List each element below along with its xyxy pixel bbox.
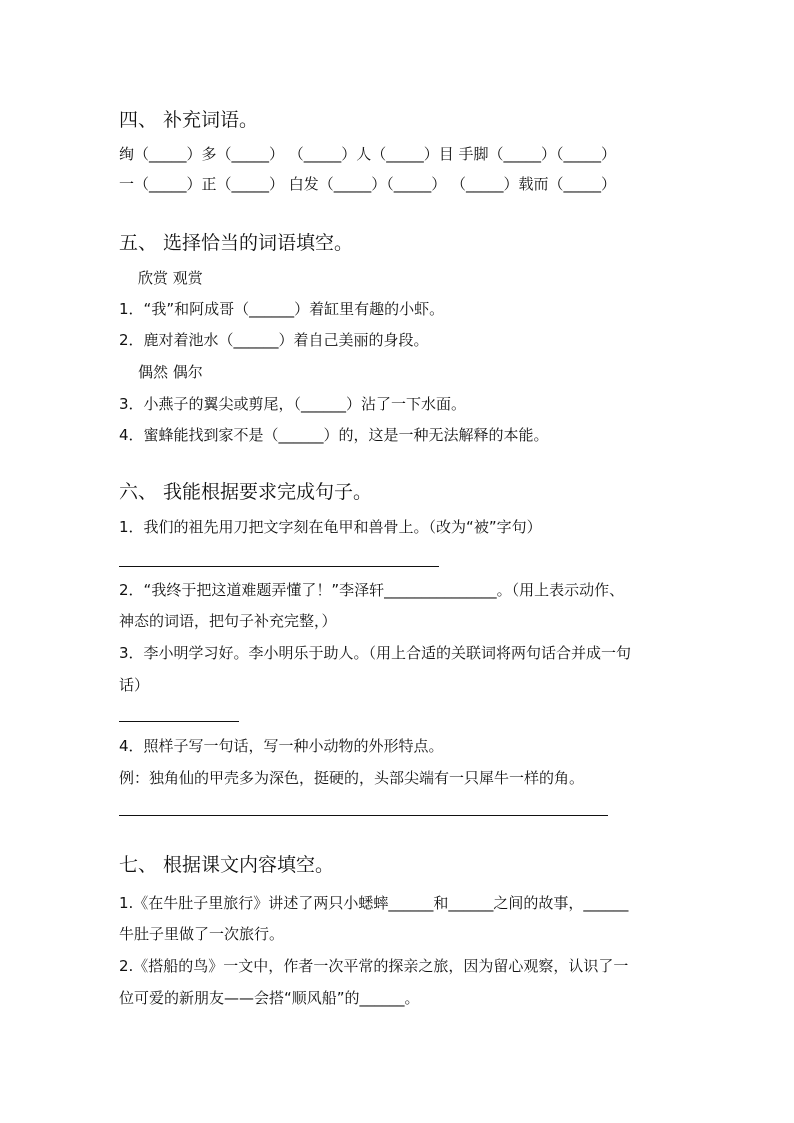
s6-example: 例：独角仙的甲壳多为深色，挺硬的，头部尖端有一只犀牛一样的角。 <box>119 769 585 787</box>
answer-line-4 <box>119 815 608 816</box>
s5-question-1: 1．“我”和阿成哥（______）着缸里有趣的小虾。 <box>119 300 445 318</box>
s7-question-1-line-1: 1.《在牛肚子里旅行》讲述了两只小蟋蟀______和______之间的故事，______ <box>119 894 629 912</box>
s5-word-options-2: 偶然 偶尔 <box>138 363 203 381</box>
s6-question-4: 4．照样子写一句话，写一种小动物的外形特点。 <box>119 737 444 755</box>
s5-question-3: 3．小燕子的翼尖或剪尾，（______）沾了一下水面。 <box>119 395 467 413</box>
s5-question-2: 2．鹿对着池水（______）着自己美丽的身段。 <box>119 331 429 349</box>
s4-row-1: 绚（_____）多（_____） （_____）人（_____）目 手脚（_____）（_____） <box>119 145 617 163</box>
section-5-title: 五、 选择恰当的词语填空。 <box>119 232 354 254</box>
s4-row-2: 一（_____）正（_____） 白发（_____）（_____） （_____）载而（_____） <box>119 175 617 193</box>
s7-question-1-line-2: 牛肚子里做了一次旅行。 <box>119 925 285 943</box>
section-7-title: 七、 根据课文内容填空。 <box>119 854 335 876</box>
s6-question-2-line-2: 神态的词语，把句子补充完整，） <box>119 612 337 630</box>
s5-word-options-1: 欣赏 观赏 <box>138 269 203 287</box>
answer-line-1 <box>119 566 439 567</box>
section-4-title: 四、 补充词语。 <box>119 109 259 131</box>
s6-question-2-line-1: 2．“我终于把这道难题弄懂了！”李泽轩_______________。（用上表示动作、 <box>119 581 625 599</box>
answer-line-3 <box>119 721 239 722</box>
s6-question-3-line-2: 话） <box>119 676 150 694</box>
s6-question-1: 1．我们的祖先用刀把文字刻在龟甲和兽骨上。（改为“被”字句） <box>119 518 542 536</box>
s6-question-3-line-1: 3．李小明学习好。李小明乐于助人。（用上合适的关联词将两句话合并成一句 <box>119 644 632 662</box>
s5-question-4: 4．蜜蜂能找到家不是（______）的，这是一种无法解释的本能。 <box>119 426 549 444</box>
s7-question-2-line-1: 2.《搭船的鸟》一文中，作者一次平常的探亲之旅，因为留心观察，认识了一 <box>119 957 629 975</box>
s7-question-2-line-2: 位可爱的新朋友——会搭“顺风船”的______。 <box>119 989 420 1007</box>
section-6-title: 六、 我能根据要求完成句子。 <box>119 481 373 503</box>
